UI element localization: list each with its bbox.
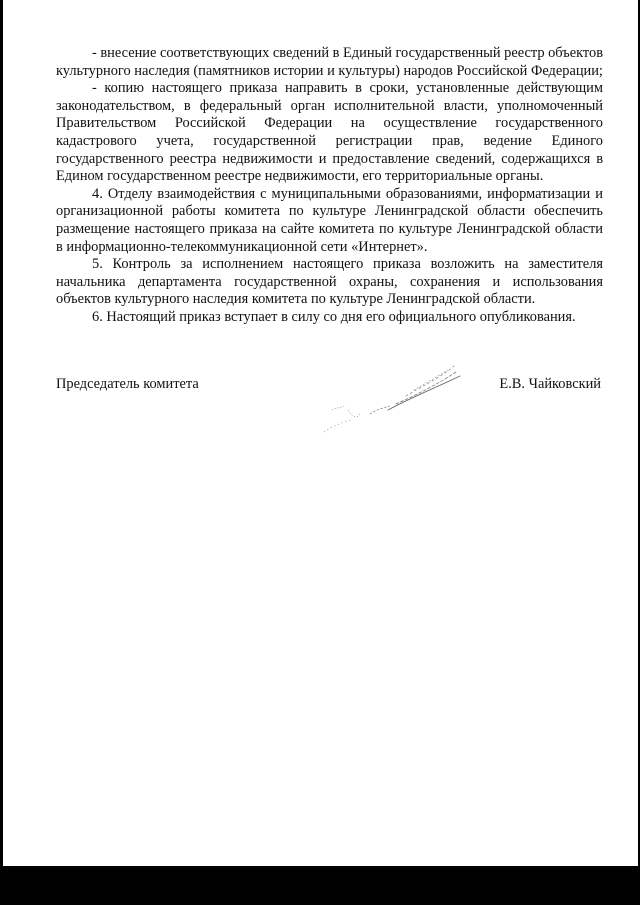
paragraph-item-6: 6. Настоящий приказ вступает в силу со дня его официального опубликования.: [92, 308, 576, 325]
signature-row: [56, 376, 601, 396]
signatory-position: Председатель комитета: [56, 376, 199, 392]
paragraph-item-5: 5. Контроль за исполнением настоящего приказа возложить на заместителя начальника департамента государственной охраны, сохранения и использования объектов культурного наследия комитета по культуре Ленинградской области.: [56, 256, 603, 308]
scan-bottom-band: [0, 866, 640, 905]
document-body: [56, 45, 603, 327]
scan-left-edge: [0, 0, 3, 868]
paragraph-registry-entry: - внесение соответствующих сведений в Единый государственный реестр объектов культурного наследия (памятников истории и культуры) народов Российской Федерации;: [56, 45, 603, 79]
signatory-name: Е.В. Чайковский: [499, 376, 601, 392]
paragraph-copy-to-federal-body: - копию настоящего приказа направить в сроки, установленные действующим законодательством, в федеральный орган исполнительной власти, уполномоченный Правительством Российской Федерации на осуществление государственного кадастрового учета, государственной регистрации прав, ведение Единого государственного реестра недвижимости и предоставление сведений, содержащихся в Едином государственном реестре недвижимости, его территориальные органы.: [56, 80, 603, 185]
paragraph-item-4: 4. Отделу взаимодействия с муниципальными образованиями, информатизации и организационной работы комитета по культуре Ленинградской области обеспечить размещение настоящего приказа на сайте комитета по культуре Ленинградской области в информационно-телекоммуникационной сети «Интернет».: [56, 185, 603, 255]
